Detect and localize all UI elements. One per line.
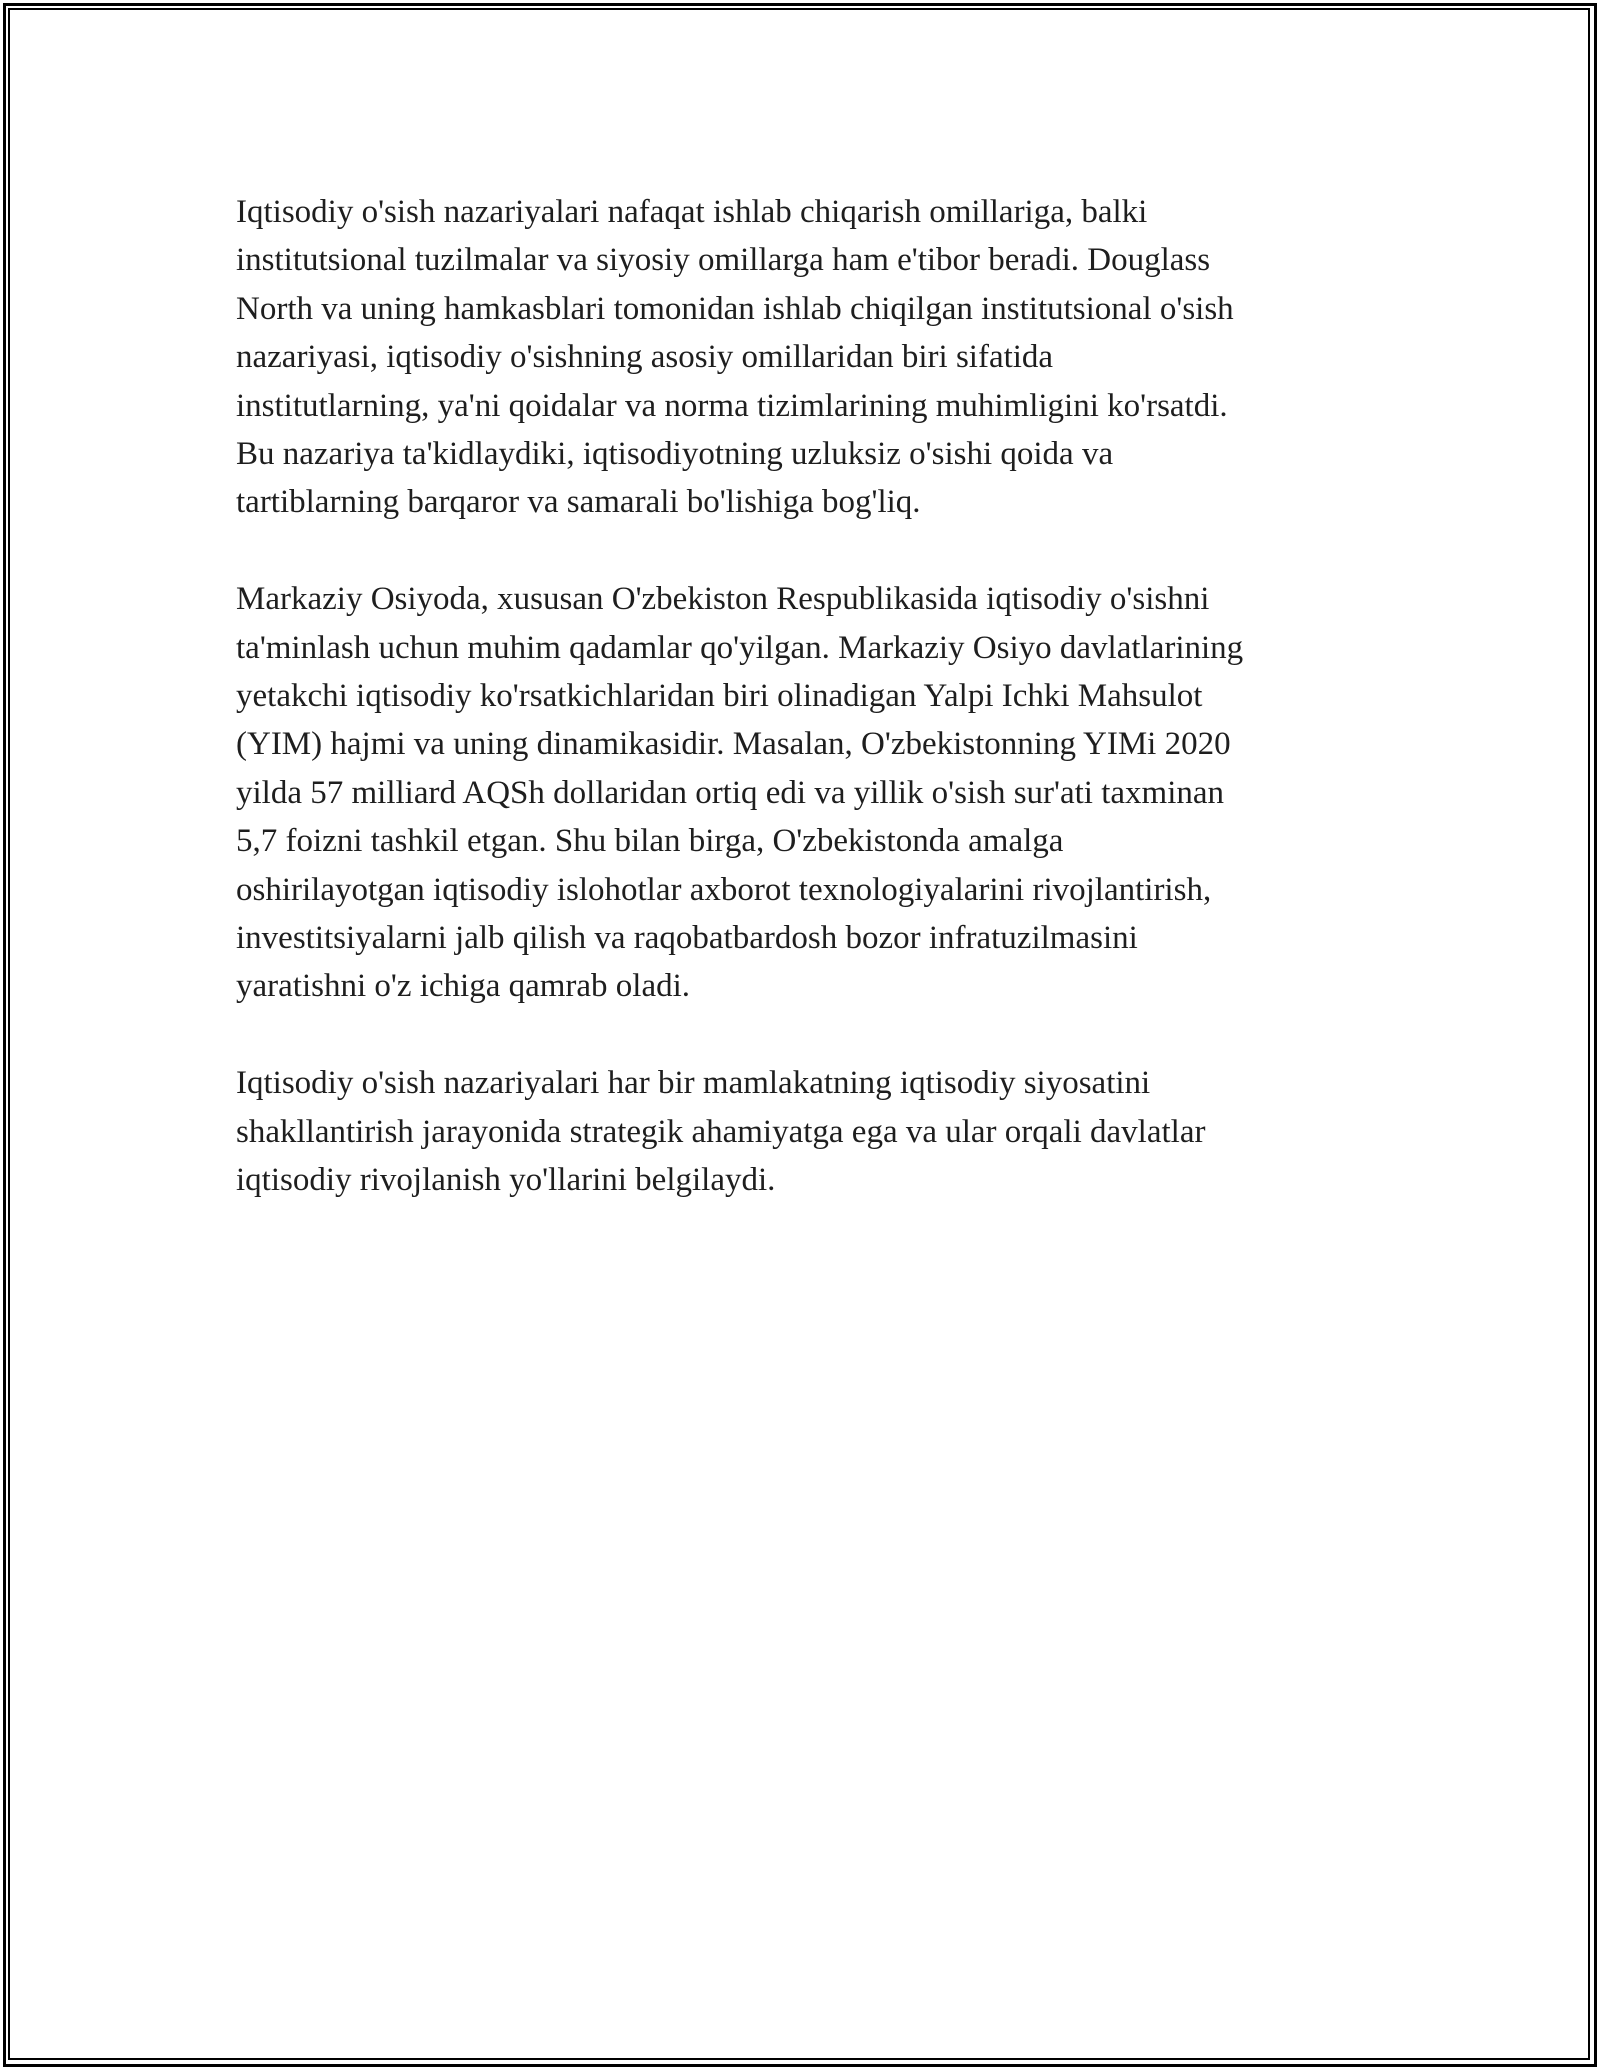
paragraph-central-asia-growth: Markaziy Osiyoda, xususan O'zbekiston Respublikasida iqtisodiy o'sishni ta'minlash uchun muhim qadamlar qo'yilgan. Markaziy Osiyo davlatlarining yetakchi iqtisodiy ko'rsatkichlaridan biri olinadigan Yalpi Ichki Mahsulot (YIM) hajmi va uning dinamikasidir. Masalan, O'zbekistonning YIMi 2020 yilda 57 milliard AQSh dollaridan ortiq edi va yillik o'sish sur'ati taxminan 5,7 foizni tashkil etgan. Shu bilan birga, O'zbekistonda amalga oshirilayotgan iqtisodiy islohotlar axborot texnologiyalarini rivojlantirish, investitsiyalarni jalb qilish va raqobatbardosh bozor infratuzilmasini yaratishni o'z ichiga qamrab oladi. <box>236 581 1244 1005</box>
paragraph-economic-policy: Iqtisodiy o'sish nazariyalari har bir mamlakatning iqtisodiy siyosatini shakllantirish jarayonida strategik ahamiyatga ega va ular orqali davlatlar iqtisodiy rivojlanish yo'llarini belgilaydi. <box>236 1065 1206 1199</box>
paragraph-institutional-growth: Iqtisodiy o'sish nazariyalari nafaqat ishlab chiqarish omillariga, balki institutsional tuzilmalar va siyosiy omillarga ham e'tibor beradi. Douglass North va uning hamkasblari tomonidan ishlab chiqilgan institutsional o'sish nazariyasi, iqtisodiy o'sishning asosiy omillaridan biri sifatida institutlarning, ya'ni qoidalar va norma tizimlarining muhimligini ko'rsatdi. Bu nazariya ta'kidlaydiki, iqtisodiyotning uzluksiz o'sishi qoida va tartiblarning barqaror va samarali bo'lishiga bog'liq. <box>236 194 1234 521</box>
document-body <box>236 188 1376 1253</box>
